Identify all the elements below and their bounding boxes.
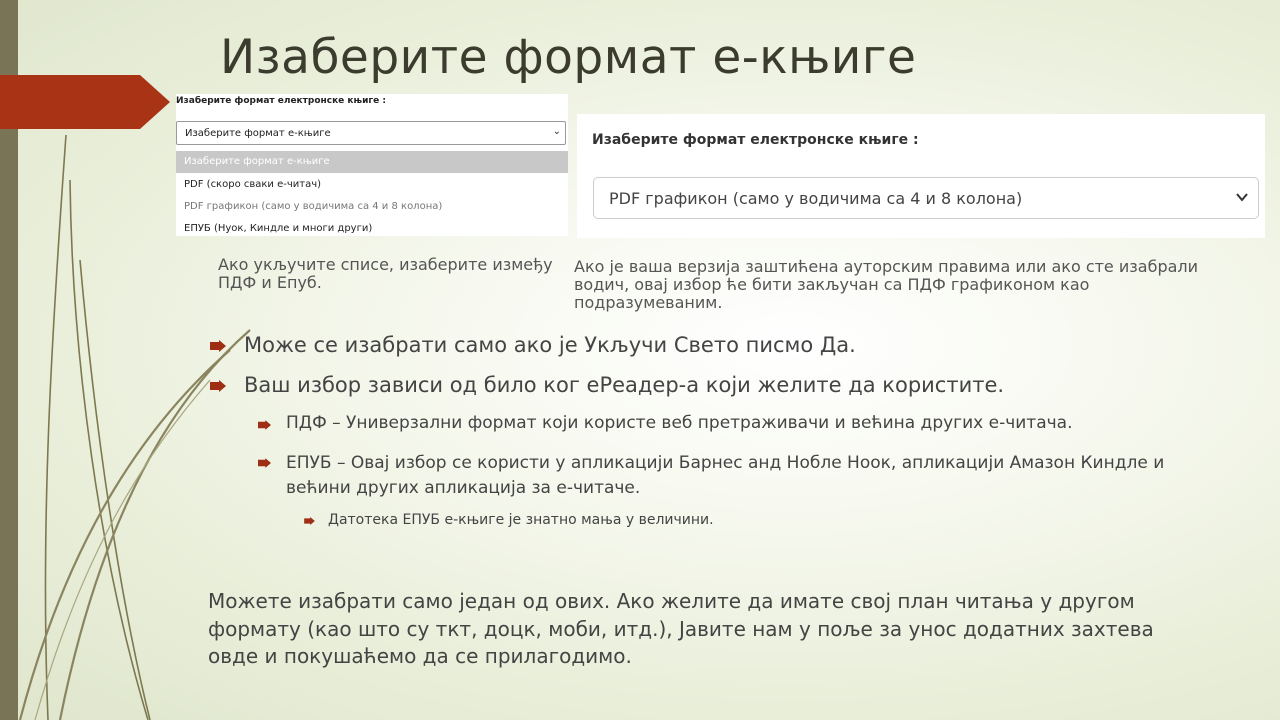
format-select[interactable] [593, 177, 1259, 219]
bullet-item: ЕПУБ – Овај избор се користи у апликацији Барнес анд Нобле Ноок, апликацији Амазон Киндле и већини других апликација за е-читаче. [286, 453, 1165, 498]
arrow-bullet-icon [258, 458, 271, 468]
slide-title: Изаберите формат е-књиге [220, 30, 917, 85]
format-dropdown-open-screenshot [176, 94, 568, 236]
format-label: Изаберите формат електронске књиге : [592, 132, 919, 148]
format-option-pdf[interactable]: PDF (скоро сваки е-читач) [184, 179, 322, 190]
arrow-bullet-icon [210, 340, 226, 352]
bullet-item: ПДФ – Универзални формат који користе веб претраживачи и већина других е-читача. [286, 413, 1073, 433]
format-option-epub[interactable]: ЕПУБ (Нуок, Киндле и многи други) [184, 223, 373, 234]
arrow-bullet-icon [304, 517, 315, 525]
format-label: Изаберите формат електронске књиге : [176, 96, 386, 106]
caption-left: Ако укључите списе, изаберите између ПДФ и Епуб. [218, 255, 553, 292]
chevron-down-icon [1234, 186, 1250, 208]
arrow-bullet-icon [258, 420, 271, 430]
bullet-item: Ваш избор зависи од било ког еРеадер-а који желите да користите. [244, 373, 1005, 397]
format-option-pdf-chart[interactable]: PDF графикон (само у водичима са 4 и 8 колона) [184, 201, 443, 212]
format-select-locked-screenshot [577, 114, 1265, 238]
format-option-placeholder[interactable]: Изаберите формат е-књиге [176, 151, 568, 173]
footer-text: Можете изабрати само један од ових. Ако желите да имате свој план читања у другом формату (као што су ткт, доцк, моби, итд.), Јавите нам у поље за унос додатних захтева овде и покушаћемо да се прилагодимо. [208, 589, 1154, 668]
bullet-item: Може се изабрати само ако је Укључи Свето писмо Да. [244, 333, 856, 357]
format-select[interactable] [176, 121, 566, 145]
accent-tab [0, 75, 170, 129]
arrow-bullet-icon [210, 380, 226, 392]
format-select-value: PDF графикон (само у водичима са 4 и 8 колона) [609, 189, 1023, 208]
chevron-down-icon: ⌄ [552, 126, 561, 137]
caption-right: Ако је ваша верзија заштићена ауторским правима или ако сте изабрали водич, овај избор ће бити закључан са ПДФ графиконом као подразумеваним. [574, 257, 1199, 312]
format-select-value: Изаберите формат е-књиге [185, 128, 331, 139]
bullet-item: Датотека ЕПУБ е-књиге је знатно мања у величини. [328, 512, 714, 528]
